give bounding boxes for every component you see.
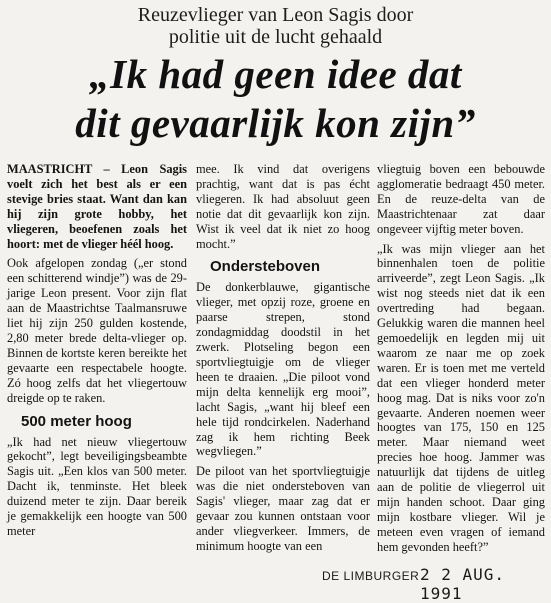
paragraph: De donkerblauwe, gigantische vlieger, met opzij roze, groene en paarse strepen, stond zondagmiddag doodstil in het zwerk. Plotseling begon een sportvliegtuigje om de vlieger heen te draaien. „Die piloot vond mijn delta kennelijk erg mooi”, lacht Sagis, „want hij bleef een hele tijd rondcirkelen. Naderhand zag ik hem richting Beek wegvliegen.”	[196, 280, 370, 459]
kicker-line-2: politie uit de lucht gehaald	[168, 26, 383, 48]
newspaper-source: DE LIMBURGER	[322, 569, 420, 583]
lead-paragraph	[7, 162, 187, 251]
column-2	[196, 162, 370, 559]
paragraph: De piloot van het sportvliegtuigje was die niet ondersteboven van Sagis' vlieger, maar zag dat er gevaar zou kunnen ontstaan voor ander vliegverkeer. Immers, de minimum hoogte van een	[196, 464, 370, 553]
subheading-ondersteboven: Ondersteboven	[210, 258, 321, 276]
footer	[0, 563, 551, 603]
headline-line-1: „Ik had geen idee dat	[89, 51, 462, 97]
column-1	[7, 162, 187, 544]
subheading-500-meter: 500 meter hoog	[21, 412, 132, 430]
kicker-line-1: Reuzevlieger van Leon Sagis door	[137, 4, 414, 26]
paragraph: vliegtuig boven een bebouwde agglomeratie bedraagt 450 meter. En de reuze-delta van de Maastrichtenaar zat daar ongeveer vijftig meter boven.	[377, 162, 545, 236]
date-stamp: 2 2 AUG. 1991	[420, 565, 506, 603]
paragraph: Ook afgelopen zondag („er stond een schitterend windje”) was de 29-jarige Leon present. Voor zijn flat aan de Maastrichtse Taalmansruwe liet hij zijn 250 gulden kostende, 2,80 meter brede delta-vlieger op. Binnen de kortste keren bereikte het gevaarte een respectabele hoogte. Zó hoog zelfs dat het vliegertouw dreigde op te raken.	[7, 256, 187, 405]
lead-text: Leon Sagis voelt zich het best als er een stevige bries staat. Want dan kan hij zijn grote hobby, het vliegeren, beoefenen zoals het hoort: met de vlieger héél hoog.	[7, 162, 187, 251]
kicker	[0, 4, 551, 48]
headline	[0, 50, 551, 148]
paragraph: „Ik had net nieuw vliegertouw gekocht”, legt beveiligingsbeambte Sagis uit. „Een klos van 500 meter. Dacht ik, tenminste. Het bleek duizend meter te zijn. Daar bereik je gemakkelijk een hoogte van 500 meter	[7, 434, 187, 538]
column-3	[377, 162, 545, 560]
dateline: MAASTRICHT –	[7, 162, 122, 176]
paragraph: mee. Ik vind dat overigens prachtig, want dat is pas écht vliegeren. Ik had absoluut geen notie dat dit gevaarlijk kon zijn. Wist ik veel dat ik niet zo hoog mocht.”	[196, 162, 370, 251]
headline-line-2: dit gevaarlijk kon zijn”	[75, 100, 476, 146]
paragraph: „Ik was mijn vlieger aan het binnenhalen toen de politie arriveerde”, zegt Leon Sagis. „Ik wist nog steeds niet dat ik een overtreding had begaan. Gelukkig waren die mannen heel gemoedelijk en legden mij uit waarom ze naar me op zoek waren. Er is toen met me verteld dat een vlieger honderd meter hoog mag. Dat is niks voor zo'n gevaarte. Anderen noemen weer hoogtes van 175, 150 en 125 meter. Maar niemand weet precies hoe hoog. Jammer was natuurlijk dat tijdens de uitleg aan de politie de vliegerrol uit mijn handen schoot. Daar ging mijn kostbare vlieger. Wil je meteen even vragen of iemand hem gevonden heeft?”	[377, 241, 545, 554]
